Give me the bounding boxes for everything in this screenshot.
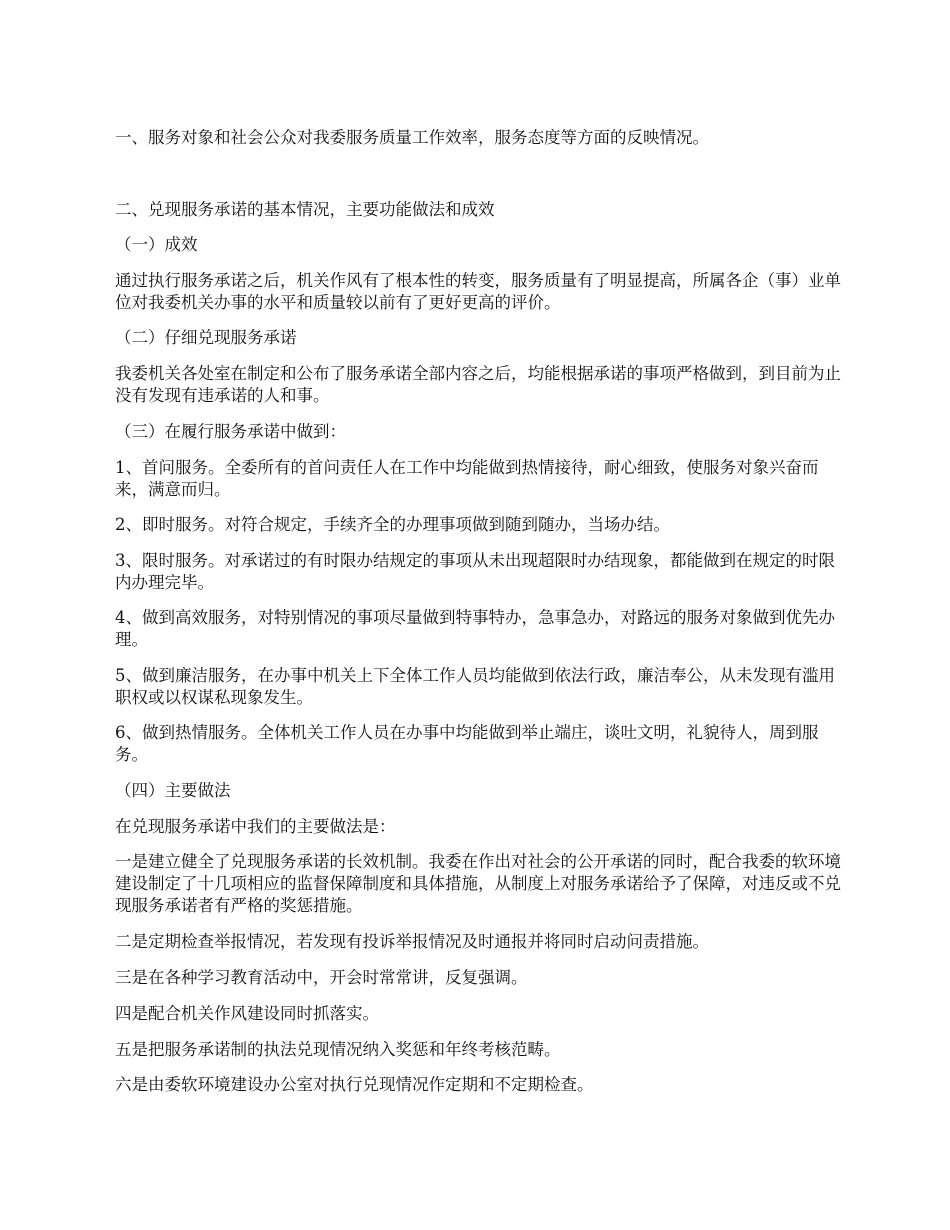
list-item-1: 1、首问服务。全委所有的首问责任人在工作中均能做到热情接待，耐心细致，使服务对象兴奋而来，满意而归。 — [115, 458, 819, 499]
section-1-heading: 一、服务对象和社会公众对我委服务质量工作效率，服务态度等方面的反映情况。 — [115, 128, 709, 147]
subsection-results-heading: （一）成效 — [115, 235, 198, 254]
practice-5: 五是把服务承诺制的执法兑现情况纳入奖惩和年终考核范畴。 — [115, 1040, 561, 1059]
subsection-achieve-heading: （三）在履行服务承诺中做到： — [115, 422, 346, 441]
list-item-3: 3、限时服务。对承诺过的有时限办结规定的事项从未出现超限时办结现象，都能做到在规定的时限内办理完毕。 — [115, 551, 835, 592]
fulfill-paragraph: 我委机关各处室在制定和公布了服务承诺全部内容之后，均能根据承诺的事项严格做到，到目前为止没有发现有违承诺的人和事。 — [115, 364, 841, 405]
practice-4: 四是配合机关作风建设同时抓落实。 — [115, 1004, 379, 1023]
list-item-2: 2、即时服务。对符合规定，手续齐全的办理事项做到随到随办，当场办结。 — [115, 515, 670, 534]
subsection-practices-heading: （四）主要做法 — [115, 781, 231, 800]
subsection-fulfill-heading: （二）仔细兑现服务承诺 — [115, 328, 297, 347]
practice-1: 一是建立健全了兑现服务承诺的长效机制。我委在作出对社会的公开承诺的同时，配合我委的软环境建设制定了十几项相应的监督保障制度和具体措施，从制度上对服务承诺给予了保障，对违反或不兑现服务承诺者有严格的奖惩措施。 — [115, 852, 841, 915]
practices-intro: 在兑现服务承诺中我们的主要做法是： — [115, 817, 396, 836]
section-2-heading: 二、兑现服务承诺的基本情况，主要功能做法和成效 — [115, 200, 495, 219]
practice-3: 三是在各种学习教育活动中，开会时常常讲，反复强调。 — [115, 968, 528, 987]
practice-6: 六是由委软环境建设办公室对执行兑现情况作定期和不定期检查。 — [115, 1075, 594, 1094]
list-item-6: 6、做到热情服务。全体机关工作人员在办事中均能做到举止端庄，谈吐文明，礼貌待人，周到服务。 — [115, 723, 819, 764]
practice-2: 二是定期检查举报情况，若发现有投诉举报情况及时通报并将同时启动问责措施。 — [115, 932, 709, 951]
list-item-4: 4、做到高效服务，对特别情况的事项尽量做到特事特办，急事急办，对路远的服务对象做到优先办理。 — [115, 608, 835, 649]
list-item-5: 5、做到廉洁服务，在办事中机关上下全体工作人员均能做到依法行政，廉洁奉公，从未发现有滥用职权或以权谋私现象发生。 — [115, 666, 835, 707]
results-paragraph: 通过执行服务承诺之后，机关作风有了根本性的转变，服务质量有了明显提高，所属各企（事）业单位对我委机关办事的水平和质量较以前有了更好更高的评价。 — [115, 271, 841, 312]
